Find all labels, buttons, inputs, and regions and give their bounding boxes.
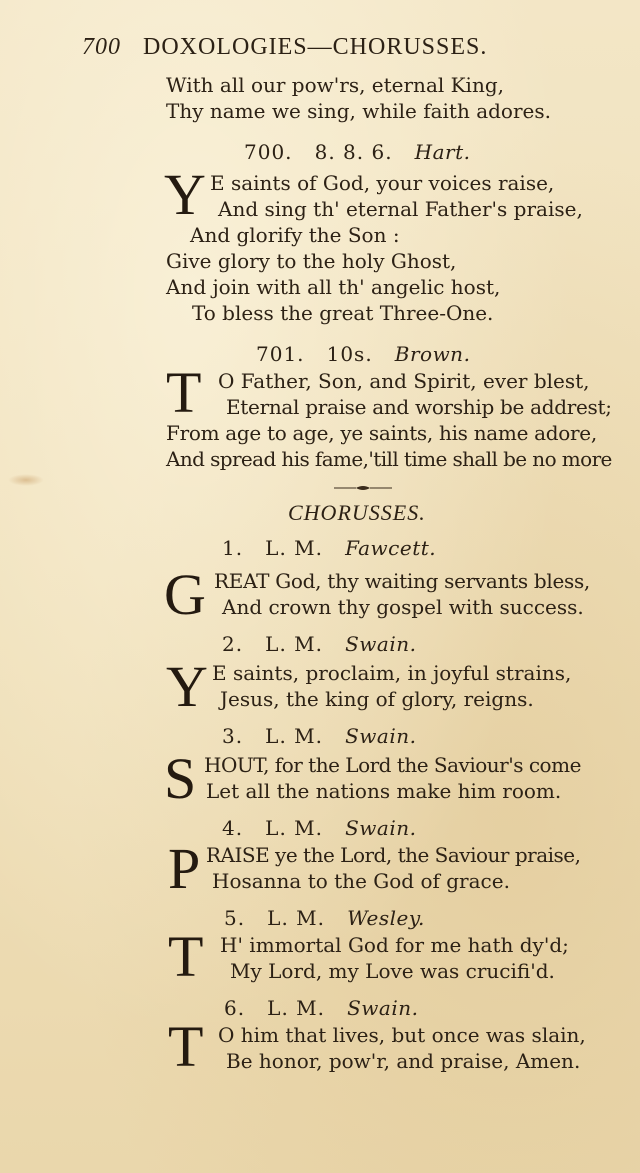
chorus-number: 2. bbox=[222, 632, 244, 656]
drop-cap: T bbox=[166, 360, 202, 425]
verse-line: O him that lives, but once was slain, bbox=[218, 1023, 586, 1047]
verse-line: Give glory to the holy Ghost, bbox=[166, 249, 457, 273]
verse-line: To bless the great Three-One. bbox=[192, 301, 494, 325]
page-number: 700 bbox=[82, 34, 121, 60]
verse-line: And crown thy gospel with success. bbox=[222, 595, 584, 619]
chorus-meter: L. M. bbox=[265, 632, 324, 656]
verse-line: Thy name we sing, while faith adores. bbox=[166, 99, 551, 123]
drop-cap: P bbox=[168, 836, 201, 901]
chorus-number: 3. bbox=[222, 724, 244, 748]
verse-line: From age to age, ye saints, his name adore, bbox=[166, 421, 597, 445]
verse-line: O Father, Son, and Spirit, ever blest, bbox=[218, 369, 590, 393]
drop-cap: T bbox=[168, 924, 204, 989]
verse-line: E saints, proclaim, in joyful strains, bbox=[212, 661, 572, 685]
verse-line: And glorify the Son : bbox=[190, 223, 400, 247]
verse-line: Be honor, pow'r, and praise, Amen. bbox=[226, 1049, 581, 1073]
chorus-header bbox=[222, 536, 436, 560]
verse-line: HOUT, for the Lord the Saviour's come bbox=[204, 753, 581, 777]
hymn-header bbox=[256, 342, 470, 366]
running-title: DOXOLOGIES—CHORUSSES. bbox=[143, 34, 488, 60]
verse-line: And sing th' eternal Father's praise, bbox=[218, 197, 583, 221]
verse-line: And join with all th' angelic host, bbox=[166, 275, 501, 299]
verse-line: E saints of God, your voices raise, bbox=[210, 171, 555, 195]
verse-line: Let all the nations make him room. bbox=[206, 779, 562, 803]
drop-cap: Y bbox=[164, 162, 206, 227]
hymn-tune: Brown. bbox=[394, 342, 471, 366]
chorus-header bbox=[222, 632, 416, 656]
chorus-meter: L. M. bbox=[267, 996, 326, 1020]
verse-line: REAT God, thy waiting servants bless, bbox=[214, 569, 590, 593]
chorus-tune: Swain. bbox=[347, 996, 419, 1020]
hymn-meter: 8. 8. 6. bbox=[314, 140, 393, 164]
ink-blot bbox=[8, 474, 44, 486]
hymn-number: 701. bbox=[256, 342, 305, 366]
chorus-tune: Swain. bbox=[345, 632, 417, 656]
verse-line: With all our pow'rs, eternal King, bbox=[166, 73, 504, 97]
verse-line: And spread his fame,'till time shall be no more bbox=[166, 447, 612, 471]
hymn-meter: 10s. bbox=[326, 342, 373, 366]
verse-line: H' immortal God for me hath dy'd; bbox=[220, 933, 569, 957]
chorus-number: 6. bbox=[224, 996, 246, 1020]
chorus-number: 4. bbox=[222, 816, 244, 840]
drop-cap: T bbox=[168, 1014, 204, 1079]
verse-line: Eternal praise and worship be addrest; bbox=[226, 395, 612, 419]
chorus-header bbox=[224, 996, 418, 1020]
verse-line: My Lord, my Love was crucifi'd. bbox=[230, 959, 555, 983]
section-title: CHORUSSES. bbox=[288, 500, 426, 525]
chorus-meter: L. M. bbox=[267, 906, 326, 930]
chorus-meter: L. M. bbox=[265, 724, 324, 748]
chorus-tune: Swain. bbox=[345, 816, 417, 840]
drop-cap: G bbox=[164, 562, 206, 627]
verse-line: RAISE ye the Lord, the Saviour praise, bbox=[206, 843, 581, 867]
chorus-tune: Wesley. bbox=[347, 906, 425, 930]
chorus-meter: L. M. bbox=[265, 816, 324, 840]
hymn-number: 700. bbox=[244, 140, 293, 164]
chorus-number: 1. bbox=[222, 536, 244, 560]
hymn-header bbox=[244, 140, 470, 164]
verse-line: Hosanna to the God of grace. bbox=[212, 869, 510, 893]
chorus-number: 5. bbox=[224, 906, 246, 930]
drop-cap: Y bbox=[166, 654, 208, 719]
chorus-header bbox=[222, 816, 416, 840]
chorus-tune: Swain. bbox=[345, 724, 417, 748]
running-head bbox=[82, 34, 487, 61]
chorus-header bbox=[224, 906, 425, 930]
chorus-header bbox=[222, 724, 416, 748]
ornament-divider bbox=[334, 484, 392, 492]
chorus-meter: L. M. bbox=[265, 536, 324, 560]
hymn-tune: Hart. bbox=[414, 140, 471, 164]
verse-line: Jesus, the king of glory, reigns. bbox=[220, 687, 534, 711]
chorus-tune: Fawcett. bbox=[345, 536, 437, 560]
drop-cap: S bbox=[164, 746, 197, 811]
